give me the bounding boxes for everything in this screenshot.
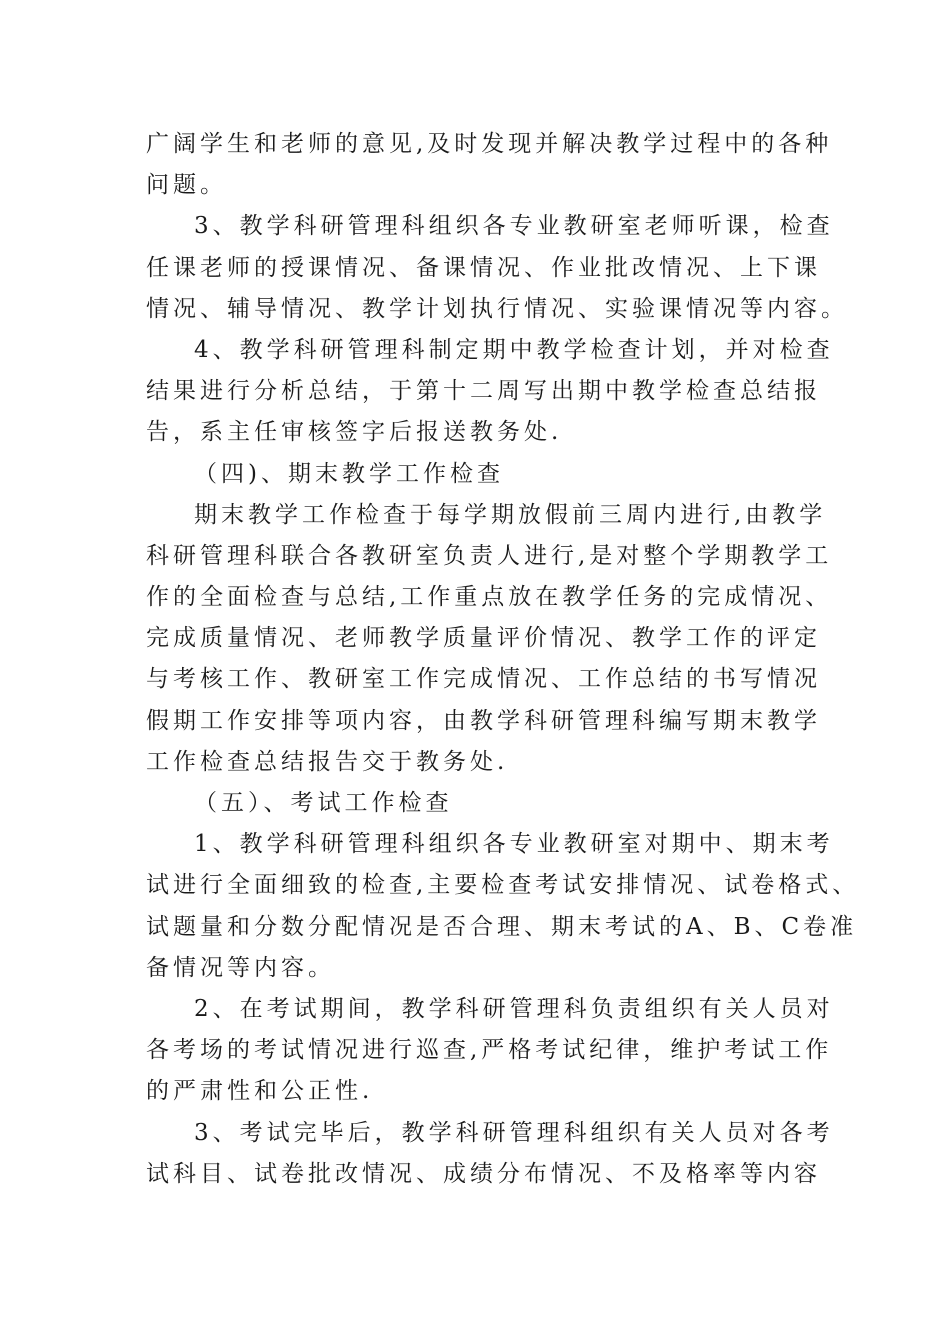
paragraph-line: 科研管理科联合各教研室负责人进行,是对整个学期教学工 xyxy=(146,542,833,569)
paragraph-line: 工作检查总结报告交于教务处. xyxy=(146,748,509,775)
paragraph-line: 试题量和分数分配情况是否合理、期末考试的A、B、C卷准 xyxy=(146,913,858,940)
paragraph-line: 试进行全面细致的检查,主要检查考试安排情况、试卷格式、 xyxy=(146,872,860,899)
paragraph-line: 试科目、试卷批改情况、成绩分布情况、不及格率等内容 xyxy=(146,1160,821,1187)
paragraph-line: 各考场的考试情况进行巡查,严格考试纪律，维护考试工作 xyxy=(146,1037,833,1064)
paragraph-line: 作的全面检查与总结,工作重点放在教学任务的完成情况、 xyxy=(146,584,833,611)
paragraph-line: 的严肃性和公正性. xyxy=(146,1078,374,1105)
paragraph-line: 假期工作安排等项内容，由教学科研管理科编写期末教学 xyxy=(146,707,821,734)
paragraph-line: 广阔学生和老师的意见,及时发现并解决教学过程中的各种 xyxy=(146,131,833,157)
paragraph-line: 4、教学科研管理科制定期中教学检查计划，并对检查 xyxy=(194,336,834,363)
paragraph-line: 完成质量情况、老师教学质量评价情况、教学工作的评定 xyxy=(146,625,821,652)
paragraph-line: 结果进行分析总结，于第十二周写出期中教学检查总结报 xyxy=(146,378,821,405)
paragraph-line: 3、考试完毕后，教学科研管理科组织有关人员对各考 xyxy=(194,1119,834,1146)
section-heading: （四)、期末教学工作检查 xyxy=(194,460,504,487)
paragraph-line: 任课老师的授课情况、备课情况、作业批改情况、上下课 xyxy=(146,254,821,281)
paragraph-line: 问题。 xyxy=(146,172,227,199)
paragraph-line: 1、教学科研管理科组织各专业教研室对期中、期末考 xyxy=(194,831,834,858)
paragraph-line: 备情况等内容。 xyxy=(146,954,335,981)
section-heading: （五）、考试工作检查 xyxy=(194,790,453,816)
paragraph-line: 期末教学工作检查于每学期放假前三周内进行,由教学 xyxy=(194,501,827,528)
document-body xyxy=(146,124,860,1195)
paragraph-line: 情况、辅导情况、教学计划执行情况、实验课情况等内容。 xyxy=(146,295,848,322)
paragraph-line: 2、在考试期间，教学科研管理科负责组织有关人员对 xyxy=(194,995,834,1022)
paragraph-line: 3、教学科研管理科组织各专业教研室老师听课，检查 xyxy=(194,213,834,240)
paragraph-line: 与考核工作、教研室工作完成情况、工作总结的书写情况 xyxy=(146,666,821,693)
paragraph-line: 告，系主任审核签字后报送教务处. xyxy=(146,419,563,446)
